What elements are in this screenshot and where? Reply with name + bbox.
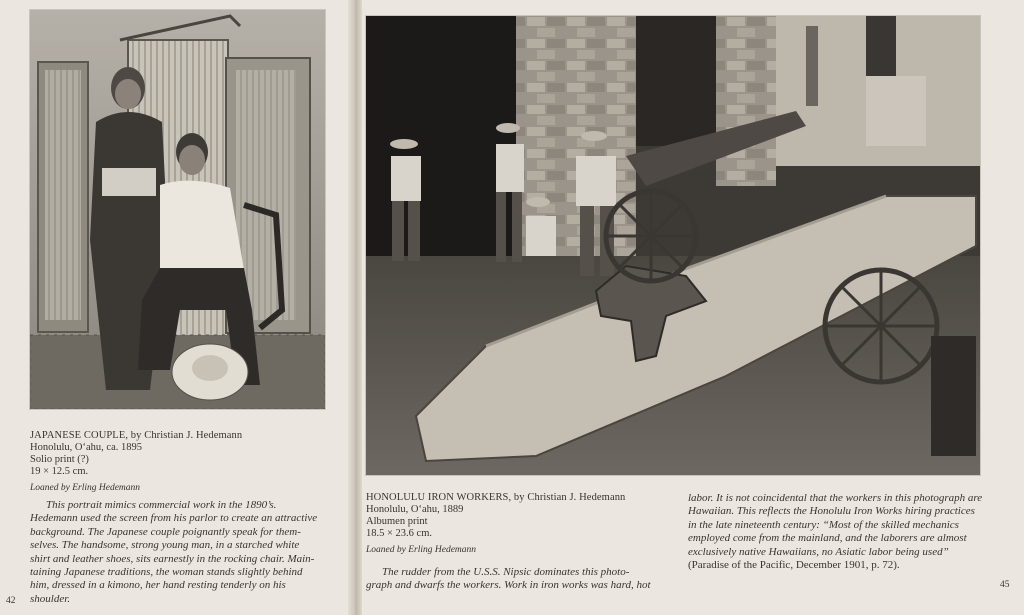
- right-body-line: in the late nineteenth century: “Most of the skilled mechanics: [688, 518, 959, 531]
- right-page-number: 45: [1000, 580, 1010, 590]
- left-caption-medium: Solio print (?): [30, 454, 89, 465]
- left-caption-location: Honolulu, O‘ahu, ca. 1895: [30, 442, 142, 453]
- left-caption-dimensions: 19 × 12.5 cm.: [30, 466, 89, 477]
- left-body-line: background. The Japanese couple poignantly speak for them-: [30, 525, 301, 538]
- left-caption: [30, 430, 330, 494]
- right-body-line: labor. It is not coincidental that the workers in this photograph are: [688, 492, 983, 504]
- right-caption-location: Honolulu, O‘ahu, 1889: [366, 504, 464, 515]
- japanese-couple-photo: [30, 10, 325, 409]
- right-caption-title: HONOLULU IRON WORKERS, by Christian J. Hedemann: [366, 492, 626, 503]
- left-body-line: selves. The handsome, strong young man, in a starched white: [30, 539, 300, 552]
- left-caption-title: JAPANESE COUPLE, by Christian J. Hedemann: [30, 430, 243, 441]
- right-caption-medium: Albumen print: [366, 516, 428, 527]
- left-caption-loan: Loaned by Erling Hedemann: [30, 483, 141, 493]
- right-body-line: exclusively native Hawaiians, no Asiatic labor being used”: [688, 545, 949, 558]
- left-body-line: him, dressed in a kimono, her hand resting tenderly on his: [30, 579, 286, 592]
- right-body-line: Hawaiian. This reflects the Honolulu Iron Works hiring practices: [688, 505, 975, 518]
- left-body-line: shoulder.: [30, 592, 71, 605]
- right-body-line: The rudder from the U.S.S. Nipsic dominates this photo-: [382, 566, 630, 578]
- right-body-col2: [688, 492, 998, 572]
- right-body-col1: [366, 566, 686, 593]
- book-gutter: [348, 0, 362, 615]
- right-body-line: employed come from the mainland, and the laborers are almost: [688, 532, 967, 545]
- left-body-text: [30, 499, 348, 606]
- iron-workers-photo: [366, 16, 980, 475]
- left-body-line: shirt and leather shoes, sits earnestly in the rocking chair. Main-: [30, 552, 315, 565]
- right-caption-dimensions: 18.5 × 23.6 cm.: [366, 528, 432, 539]
- right-caption-loan: Loaned by Erling Hedemann: [366, 545, 477, 555]
- right-caption: [366, 492, 686, 556]
- left-page-number: 42: [6, 596, 16, 606]
- right-body-line: graph and dwarfs the workers. Work in iron works was hard, hot: [366, 579, 651, 592]
- right-body-citation: (Paradise of the Pacific, December 1901, p. 72).: [688, 559, 900, 572]
- left-body-line: This portrait mimics commercial work in the 1890’s.: [46, 499, 277, 511]
- left-body-line: taining Japanese traditions, the woman stands slightly behind: [30, 566, 303, 579]
- left-body-line: Hedemann used the screen from his parlor to create an attractive: [30, 512, 318, 525]
